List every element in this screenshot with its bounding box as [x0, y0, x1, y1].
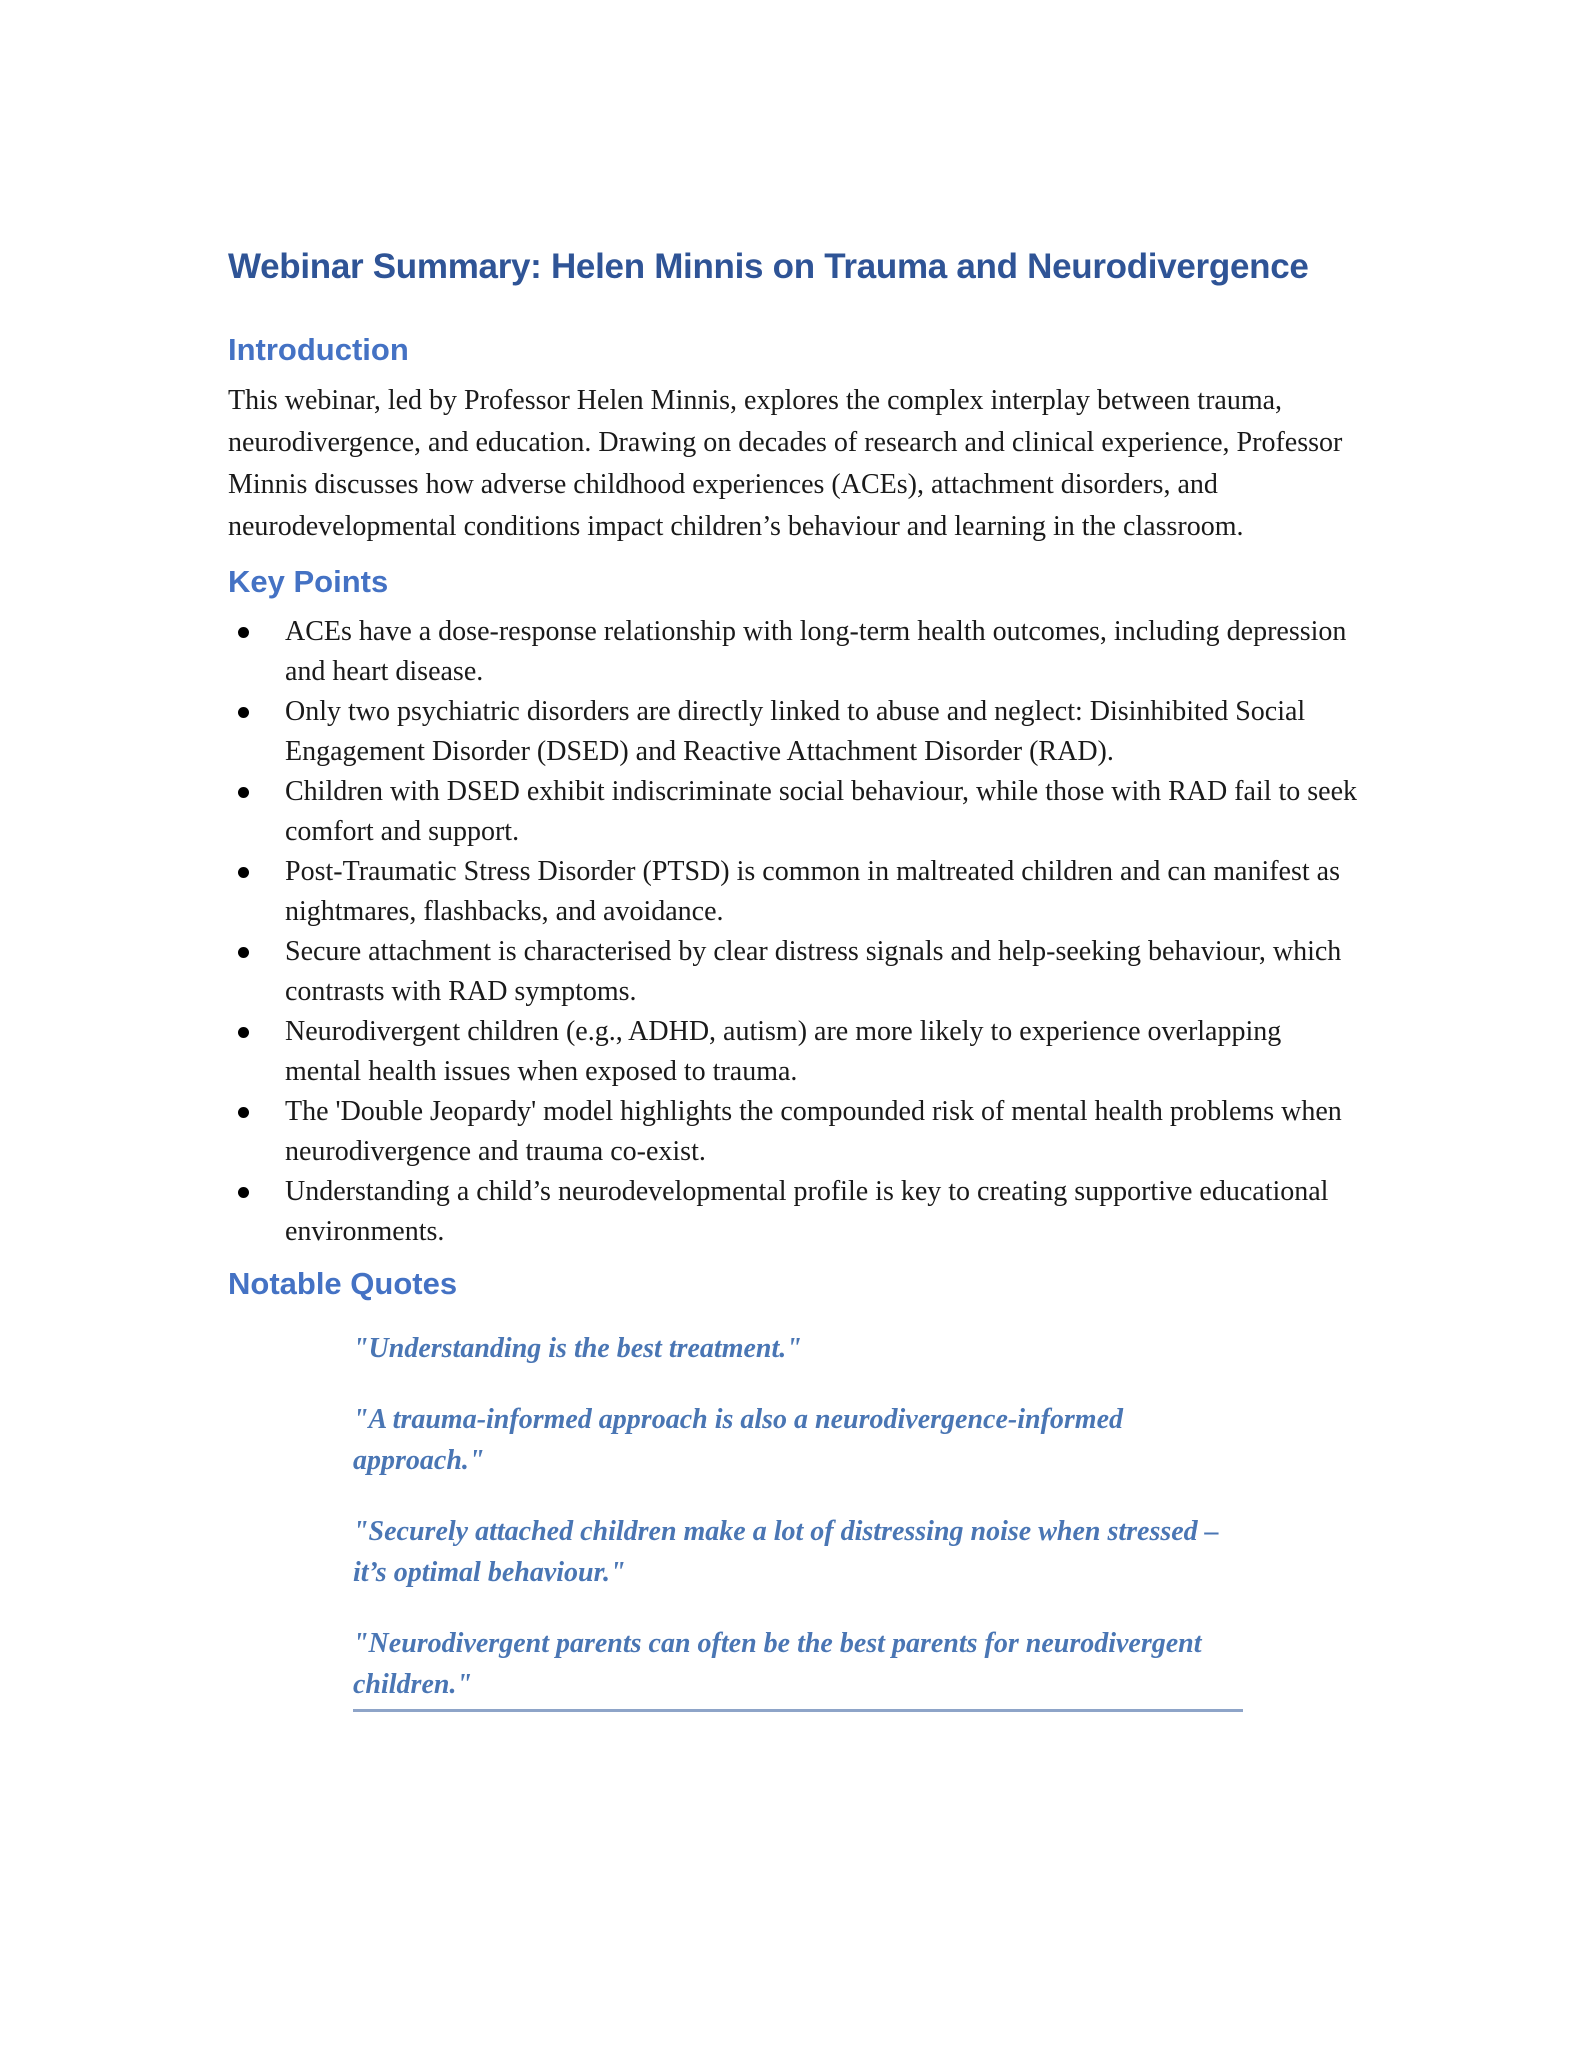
list-item	[228, 1172, 1363, 1252]
list-item	[228, 612, 1363, 692]
bullet-icon	[238, 867, 249, 878]
list-item-text: Only two psychiatric disorders are directly linked to abuse and neglect: Disinhibited Social Engagement Disorder (DSED) and Reactive Attachment Disorder (RAD).	[285, 696, 1306, 767]
bullet-icon	[238, 787, 249, 798]
list-item	[228, 932, 1363, 1012]
list-item	[228, 1092, 1363, 1172]
section-heading-notable-quotes: Notable Quotes	[228, 1266, 458, 1301]
list-item	[228, 852, 1363, 932]
list-item-text: Post-Traumatic Stress Disorder (PTSD) is common in maltreated children and can manifest as nightmares, flashbacks, and avoidance.	[285, 856, 1340, 927]
list-item-text: Understanding a child’s neurodevelopmental profile is key to creating supportive educational environments.	[285, 1176, 1329, 1247]
list-item-text: The 'Double Jeopardy' model highlights the compounded risk of mental health problems when neurodivergence and trauma co-exist.	[285, 1096, 1342, 1167]
document-title: Webinar Summary: Helen Minnis on Trauma and Neurodivergence	[228, 247, 1309, 286]
bullet-icon	[238, 707, 249, 718]
list-item-text: Secure attachment is characterised by clear distress signals and help-seeking behaviour, which contrasts with RAD symptoms.	[285, 936, 1342, 1007]
bullet-icon	[238, 1107, 249, 1118]
introduction-paragraph: This webinar, led by Professor Helen Minnis, explores the complex interplay between trauma, neurodivergence, and education. Drawing on decades of research and clinical experience, Professor Minnis discusses how adverse childhood experiences (ACEs), attachment disorders, and neurodevelopmental conditions impact children’s behaviour and learning in the classroom.	[228, 385, 1343, 542]
bullet-icon	[238, 947, 249, 958]
list-item	[228, 1012, 1363, 1092]
list-item-text: Neurodivergent children (e.g., ADHD, autism) are more likely to experience overlapping mental health issues when exposed to trauma.	[285, 1016, 1282, 1087]
list-item-text: Children with DSED exhibit indiscriminate social behaviour, while those with RAD fail to seek comfort and support.	[285, 776, 1358, 847]
quote-text: "Understanding is the best treatment."	[353, 1333, 802, 1364]
list-item	[228, 772, 1363, 852]
quote-block	[353, 1328, 1243, 1712]
quote-text: "A trauma-informed approach is also a neurodivergence-informed approach."	[353, 1404, 1124, 1476]
list-item	[228, 692, 1363, 772]
section-heading-introduction: Introduction	[228, 332, 409, 367]
bullet-icon	[238, 1187, 249, 1198]
bullet-icon	[238, 1027, 249, 1038]
key-points-list	[228, 612, 1363, 1252]
quote-text: "Neurodivergent parents can often be the best parents for neurodivergent children."	[353, 1628, 1202, 1700]
section-heading-key-points: Key Points	[228, 564, 389, 599]
quote-text: "Securely attached children make a lot of distressing noise when stressed – it’s optimal behaviour."	[353, 1516, 1219, 1588]
list-item-text: ACEs have a dose-response relationship with long-term health outcomes, including depression and heart disease.	[285, 616, 1347, 687]
quote-divider	[353, 1709, 1243, 1712]
bullet-icon	[238, 627, 249, 638]
document-content	[228, 246, 1363, 1712]
